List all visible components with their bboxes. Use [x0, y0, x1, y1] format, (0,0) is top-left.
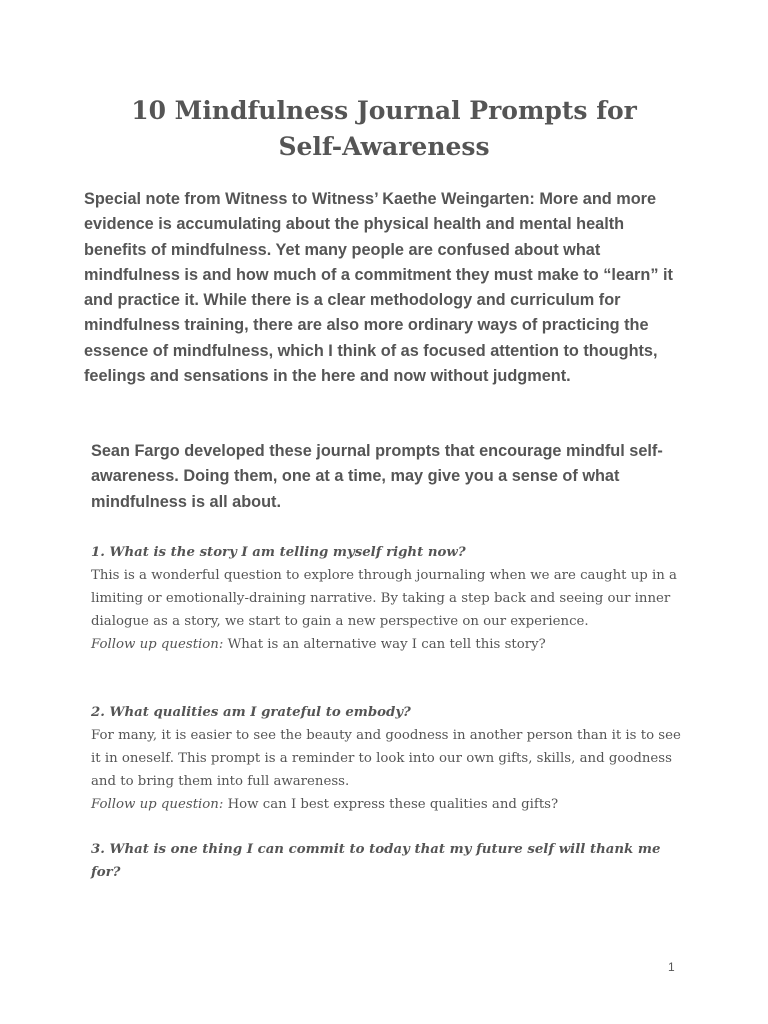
special-note: Special note from Witness to Witness’ Kaethe Weingarten: More and more evidence is accumulating about the physical health and mental health benefits of mindfulness. Yet many people are confused about what mindfulness is and how much of a commitment they must make to “learn” it and practice it. While there is a clear methodology and curriculum for mindfulness training, there are also more ordinary ways of practicing the essence of mindfulness, which I think of as focused attention to thoughts, feelings and sensations in the here and now without judgment.	[84, 190, 673, 386]
title-line-1: 10 Mindfulness Journal Prompts for	[131, 96, 637, 125]
prompt-3-question: 3. What is one thing I can commit to today that my future self will thank me for?	[91, 842, 661, 880]
title-line-2: Self-Awareness	[278, 132, 490, 161]
page-number: 1	[668, 960, 675, 974]
prompt-2-body: For many, it is easier to see the beauty and goodness in another person than it is to see it in oneself. This prompt is a reminder to look into our own gifts, skills, and goodness and to bring them into full awareness.	[91, 728, 681, 789]
prompt-2	[91, 701, 681, 816]
intro-paragraph: Sean Fargo developed these journal prompts that encourage mindful self-awareness. Doing them, one at a time, may give you a sense of what mindfulness is all about.	[91, 442, 663, 511]
followup-label: Follow up question:	[91, 637, 224, 652]
followup-label: Follow up question:	[91, 797, 224, 812]
page-title	[0, 93, 768, 165]
prompt-2-question: 2. What qualities am I grateful to embody?	[91, 705, 411, 720]
followup-text: How can I best express these qualities and gifts?	[223, 797, 559, 812]
prompt-1-body: This is a wonderful question to explore through journaling when we are caught up in a limiting or emotionally-draining narrative. By taking a step back and seeing our inner dialogue as a story, we start to gain a new perspective on our experience.	[91, 568, 677, 629]
followup-text: What is an alternative way I can tell this story?	[223, 637, 546, 652]
prompt-3	[91, 838, 681, 884]
prompt-1-question: 1. What is the story I am telling myself right now?	[91, 545, 466, 560]
prompt-1-followup	[91, 633, 681, 656]
prompt-2-followup	[91, 793, 681, 816]
prompt-1	[91, 541, 681, 656]
